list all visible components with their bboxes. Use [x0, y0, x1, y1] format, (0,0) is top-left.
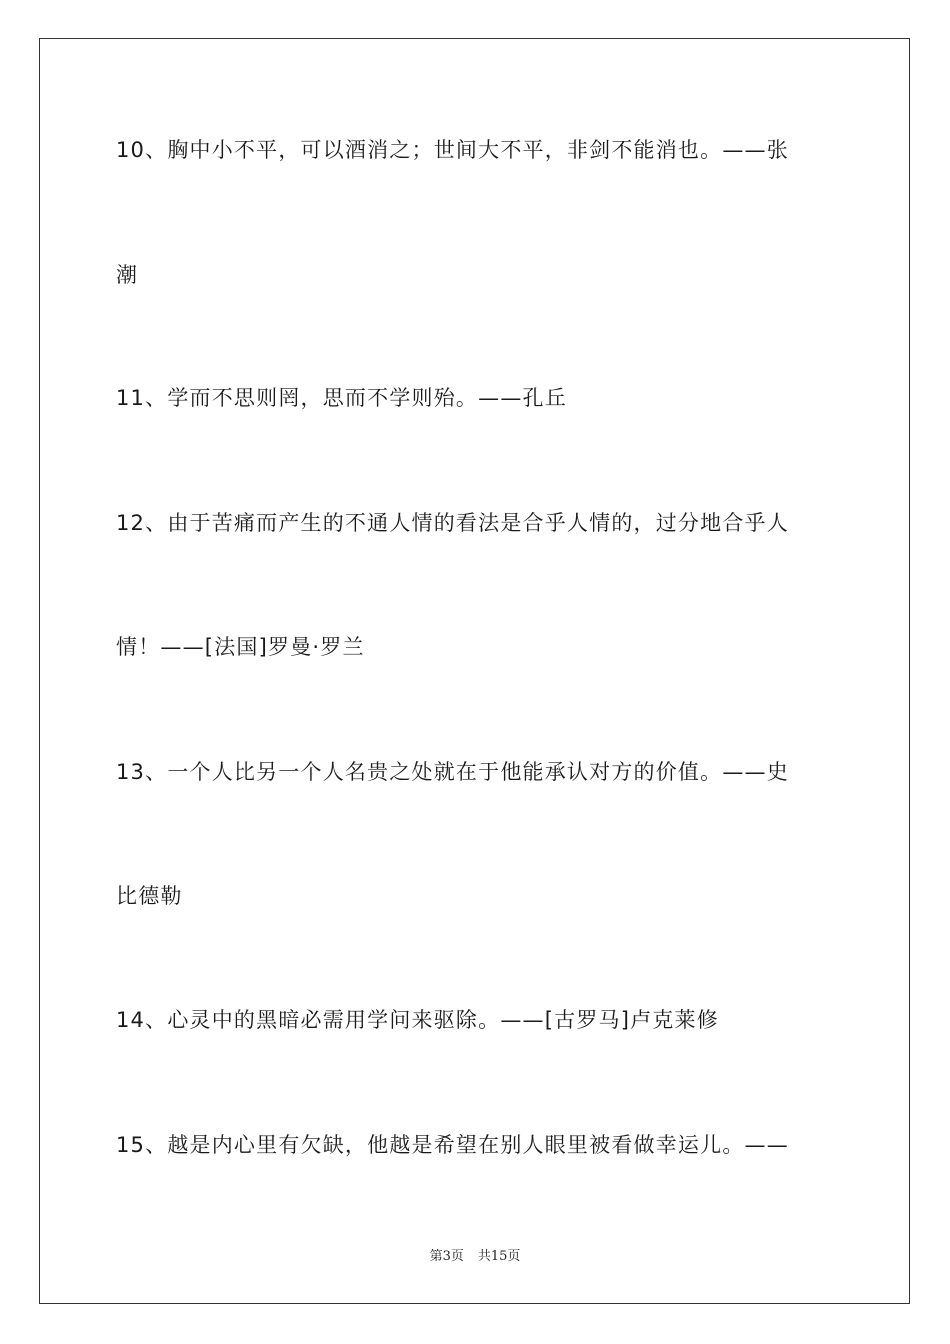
page-border	[39, 38, 910, 1304]
quote-15-line-1: 15、越是内心里有欠缺，他越是希望在别人眼里被看做幸运儿。——	[116, 1133, 789, 1157]
page-total: 共15页	[477, 1249, 521, 1264]
page-number: 第3页	[429, 1249, 464, 1264]
quote-12-line-1: 12、由于苦痛而产生的不通人情的看法是合乎人情的，过分地合乎人	[116, 511, 789, 535]
quote-11: 11、学而不思则罔，思而不学则殆。——孔丘	[116, 386, 567, 410]
quote-10-line-1: 10、胸中小不平，可以酒消之；世间大不平，非剑不能消也。——张	[116, 138, 789, 162]
quote-13-line-1: 13、一个人比另一个人名贵之处就在于他能承认对方的价值。——史	[116, 760, 789, 784]
quote-13-line-2: 比德勒	[116, 884, 183, 908]
page-footer	[0, 1249, 950, 1265]
quote-12-line-2: 情！——[法国]罗曼·罗兰	[116, 635, 365, 659]
quote-10-line-2: 潮	[116, 263, 139, 287]
quote-14: 14、心灵中的黑暗必需用学问来驱除。——[古罗马]卢克莱修	[116, 1008, 719, 1032]
